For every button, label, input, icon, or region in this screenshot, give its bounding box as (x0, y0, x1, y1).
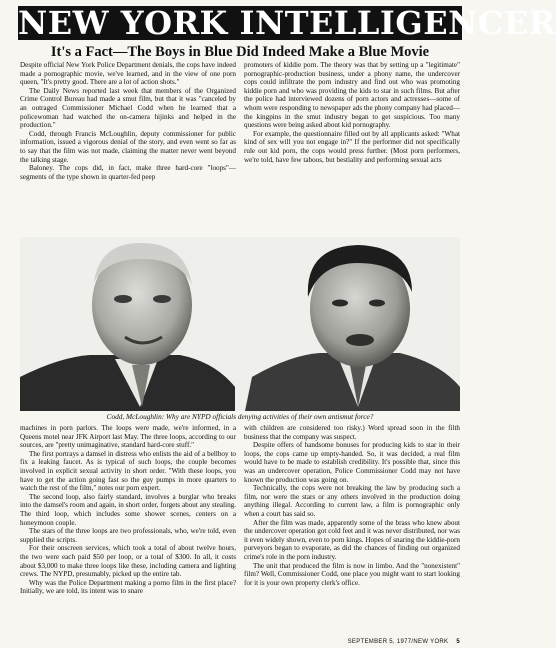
paragraph: For their onscreen services, which took a total of about twelve hours, the two were each paid $50 per loop, or a total of $300. In all, it costs about $3,000 to make three loops like these, including camera and lighting crews. The NYPD, presumably, picked up the entire tab. (20, 544, 236, 579)
paragraph: Despite offers of handsome bonuses for producing kids to star in their loops, the cops came up empty-handed. So, it was decided, a real film would have to be made to establish credibility. It's possible that, since this was an undercover operation, Police Commissioner Codd may not have known the production was going on. (244, 441, 460, 484)
headline: It's a Fact—The Boys in Blue Did Indeed Make a Blue Movie (50, 44, 430, 60)
paragraph: The stars of the three loops are two professionals, who, we're told, even supplied the scripts. (20, 527, 236, 544)
masthead: NEW YORK INTELLIGENCER (18, 4, 556, 42)
column-bottom-right (244, 424, 460, 634)
paragraph: Codd, through Francis McLoughlin, deputy commissioner for public information, issued a vigorous denial of the story, and even went so far as to say that the film was not made, claiming the matter never went beyond the talking stage. (20, 129, 236, 164)
column-top-right (244, 61, 460, 237)
photo-codd-mcloughlin (20, 237, 460, 411)
paragraph: For example, the questionnaire filled out by all applicants asked: "What kind of sex will you not engage in?" If the performer did not specifically rule out kid porn, the cops would press further. (Most porn performers, we're told, have few taboos, but bestiality and performing sexual acts (244, 129, 460, 164)
column-bottom-left (20, 424, 236, 634)
paragraph: Baloney. The cops did, in fact, make three hard-core "loops"— segments of the type shown in quarter-fed peep (20, 164, 236, 181)
page-folio (348, 639, 460, 645)
paragraph: Why was the Police Department making a porno film in the first place? Initially, we are told, its intent was to snare (20, 578, 236, 596)
paragraph: The unit that produced the film is now in limbo. And the "nonexistent" film? Well, Commissioner Codd, one place you might want to start looking for it is your own property clerk's office. (244, 561, 460, 587)
paragraph: After the film was made, apparently some of the brass who knew about the undercover operation got cold feet and it was never distributed, nor was it even widely shown, even to porn kings. Hopes of snaring the kiddie-porn purveyors began to evaporate, as did the chances of finding out organized crime's role in the porn industry. (244, 518, 460, 561)
paragraph: The second loop, also fairly standard, involves a burglar who breaks into the damsel's room and again, in short order, forgets about any stealing. The third loop, which includes some shower scenes, centers on a honeymoon couple. (20, 492, 236, 527)
column-top-left (20, 61, 236, 237)
paragraph: promoters of kiddie porn. The theory was that by setting up a "legitimate" pornographic-production business, under a phony name, the undercover cops could infiltrate the porn industry and find out who was promoting kiddie porn and who was providing the kids to star in such films. But after the police had interviewed dozens of porn actors and actresses—some of whom were responding to newspaper ads the phony company had placed—the kingpins in the smut industry began to get suspicious. Too many questions were being asked about kid pornography. (244, 61, 460, 130)
paragraph: The first portrays a damsel in distress who enlists the aid of a bellboy to fix a leaking faucet. As is typical of such loops, the couple becomes involved in explicit sexual activity in short order. "With these loops, you have to get the action going fast so the guy pumps in more quarters to watch the rest of the film," notes our porn expert. (20, 449, 236, 493)
paragraph: machines in porn parlors. The loops were made, we're informed, in a Queens motel near JFK Airport last May. The three loops, according to our sources, are "pretty unimaginative, standard hard-core stuff." (20, 424, 236, 450)
paragraph: Technically, the cops were not breaking the law by producing such a film, nor were the stars or any others involved in the production doing anything illegal. According to current law, a film is pornographic only when a court has said so. (244, 484, 460, 518)
paragraph: The Daily News reported last week that members of the Organized Crime Control Bureau had made a smut film, but that it was "canceled by an outraged Commissioner Michael Codd when he learned that a policewoman had watched the on-camera hijinks and helped in the production." (20, 86, 236, 130)
photo-caption: Codd, McLoughlin: Why are NYPD officials denying activities of their own antismut force? (106, 412, 374, 421)
page-number: 5 (456, 639, 460, 645)
paragraph: Despite official New York Police Department denials, the cops have indeed made a pornographic movie, we've learned, and in the view of one porn queen, "It's pretty good. There are a lot of action shots." (20, 61, 236, 87)
paragraph: with children are considered too risky.) Word spread soon in the filth business that the company was suspect. (244, 424, 460, 441)
issue-date: SEPTEMBER 5, 1977/NEW YORK (347, 639, 449, 645)
portrait-photos-illustration (20, 237, 460, 411)
